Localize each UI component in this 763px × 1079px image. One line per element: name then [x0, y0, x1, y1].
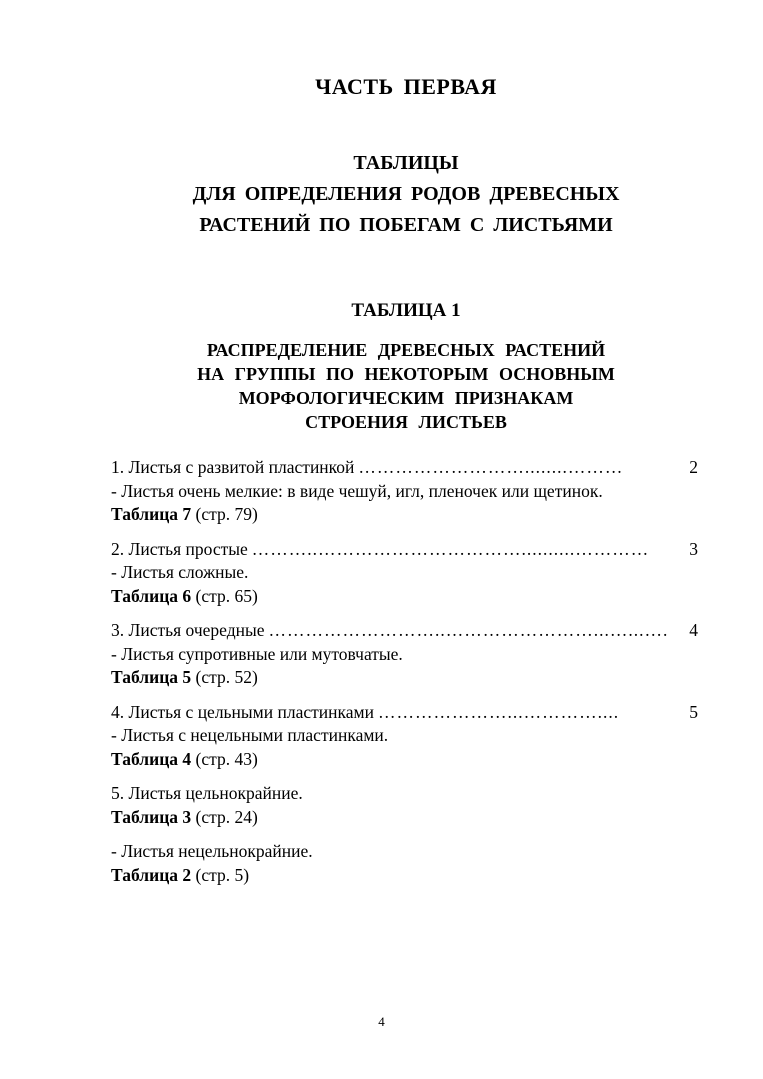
table-reference-page: (стр. 65)	[195, 585, 258, 606]
key-entry-4	[111, 701, 701, 772]
table-reference	[111, 503, 701, 527]
thesis-text: 3. Листья очередные	[111, 620, 265, 640]
thesis-text: 2. Листья простые	[111, 538, 248, 559]
key-entry-1	[111, 456, 701, 527]
table-reference-page: (стр. 24)	[195, 806, 258, 827]
table-reference-page: (стр. 43)	[195, 748, 258, 769]
thesis-text: 1. Листья с развитой пластинкой	[111, 457, 355, 477]
key-thesis: 5. Листья цельнокрайние.	[111, 783, 303, 803]
key-antithesis: - Листья сложные.	[111, 562, 249, 582]
table-reference-name: Таблица 7	[111, 504, 192, 524]
table-description-line: НА ГРУППЫ ПО НЕКОТОРЫМ ОСНОВНЫМ	[197, 364, 615, 384]
table-reference	[111, 806, 701, 830]
key-thesis	[111, 538, 698, 562]
goto-number: 3	[689, 538, 698, 559]
page-number: 4	[378, 1014, 385, 1029]
leader-dots: …………………...…………....	[377, 701, 620, 722]
section-title-line: РАСТЕНИЙ ПО ПОБЕГАМ С ЛИСТЬЯМИ	[199, 214, 613, 236]
key-entry-5-alt	[111, 840, 701, 887]
key-antithesis: - Листья супротивные или мутовчатые.	[111, 643, 403, 664]
key-antithesis: - Листья очень мелкие: в виде чешуй, игл, пленочек или щетинок.	[111, 480, 603, 501]
key-thesis	[111, 619, 698, 643]
table-reference	[111, 864, 701, 888]
section-title-line: ДЛЯ ОПРЕДЕЛЕНИЯ РОДОВ ДРЕВЕСНЫХ	[192, 183, 620, 205]
section-title	[0, 148, 763, 241]
table-reference-name: Таблица 4	[111, 748, 192, 769]
table-description-line: МОРФОЛОГИЧЕСКИМ ПРИЗНАКАМ	[238, 388, 574, 408]
table-number: ТАБЛИЦА 1	[351, 300, 461, 321]
table-reference-page: (стр. 5)	[195, 864, 250, 885]
key-antithesis: - Листья с нецельными пластинками.	[111, 725, 389, 745]
key-entry-3	[111, 619, 701, 690]
leader-dots: ………………………........………	[358, 457, 624, 477]
table-reference	[111, 585, 701, 609]
key-thesis	[111, 456, 698, 480]
table-reference	[111, 666, 701, 690]
section-title-line: ТАБЛИЦЫ	[353, 152, 459, 174]
leader-dots: ………..……………………………..........…………	[251, 538, 650, 559]
table-reference	[111, 748, 701, 772]
table-reference-name: Таблица 5	[111, 667, 192, 687]
goto-number: 4	[689, 620, 698, 640]
key-entry-2	[111, 538, 701, 609]
table-reference-page: (стр. 79)	[195, 504, 258, 524]
key-entry-5	[111, 782, 701, 829]
table-description	[0, 338, 763, 434]
identification-key	[111, 456, 701, 898]
table-description-line: РАСПРЕДЕЛЕНИЕ ДРЕВЕСНЫХ РАСТЕНИЙ	[206, 340, 606, 360]
key-antithesis: - Листья нецельнокрайние.	[111, 841, 313, 861]
part-title: ЧАСТЬ ПЕРВАЯ	[315, 74, 497, 99]
goto-number: 5	[689, 701, 698, 722]
thesis-text: 4. Листья с цельными пластинками	[111, 701, 374, 722]
key-thesis	[111, 701, 698, 725]
table-reference-page: (стр. 52)	[195, 667, 258, 687]
leader-dots: ………………………..……………………...…...….	[268, 620, 669, 640]
table-description-line: СТРОЕНИЯ ЛИСТЬЕВ	[305, 412, 507, 432]
table-reference-name: Таблица 2	[111, 864, 192, 885]
goto-number: 2	[689, 457, 698, 477]
table-reference-name: Таблица 3	[111, 806, 192, 827]
table-reference-name: Таблица 6	[111, 585, 192, 606]
